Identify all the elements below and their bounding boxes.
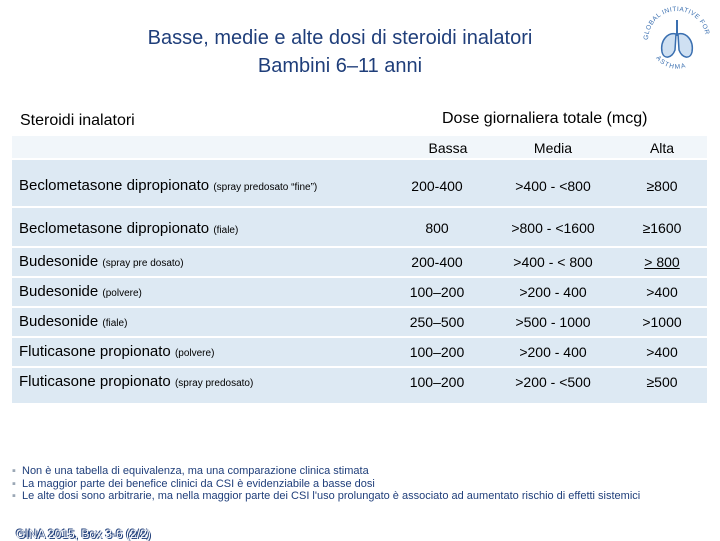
dose-medium: >400 - <800	[515, 178, 591, 194]
list-item: ▪ La maggior parte dei benefice clinici da CSI è evidenziabile a basse dosi	[12, 477, 375, 490]
slide-title	[40, 24, 640, 80]
footnotes	[12, 465, 707, 503]
table-row	[12, 278, 707, 306]
dose-high: >400	[646, 284, 678, 300]
bullet-icon: ▪	[12, 477, 16, 490]
dose-low: 100–200	[409, 344, 465, 360]
dose-high: ≥500	[646, 374, 678, 390]
dose-medium: >400 - < 800	[513, 254, 593, 270]
drug-name: Budesonide (polvere)	[19, 283, 142, 300]
dose-low: 100–200	[409, 284, 465, 300]
drug-form: (polvere)	[102, 288, 142, 299]
svg-text:ASTHMA	[654, 55, 687, 71]
table-row	[12, 368, 707, 403]
subheader-medium: Media	[533, 140, 573, 156]
dose-low: 800	[425, 220, 449, 236]
drug-name: Fluticasone propionato (spray predosato)	[19, 373, 254, 390]
header-daily-dose: Dose giornaliera totale (mcg)	[442, 110, 648, 127]
logo-top-text: GLOBAL INITIATIVE FOR	[642, 5, 711, 41]
logo-bottom-text: ASTHMA	[654, 54, 688, 71]
dose-table	[12, 100, 707, 403]
dose-low: 100–200	[409, 374, 465, 390]
dose-low: 250–500	[409, 314, 465, 330]
table-row	[12, 208, 707, 246]
drug-name: Budesonide (spray pre dosato)	[19, 253, 184, 270]
gina-logo	[638, 2, 716, 74]
bullet-icon: ▪	[12, 490, 16, 502]
dose-high: > 800	[644, 254, 680, 270]
table-row	[12, 248, 707, 276]
dose-medium: >200 - 400	[519, 284, 587, 300]
drug-form: (spray pre dosato)	[102, 258, 184, 269]
drug-name: Fluticasone propionato (polvere)	[19, 343, 215, 360]
dose-high: ≥1600	[642, 220, 682, 236]
header-steroids: Steroidi inalatori	[20, 112, 135, 129]
subheader-high: Alta	[649, 140, 675, 156]
list-item: ▪ Non è una tabella di equivalenza, ma una comparazione clinica stimata	[12, 465, 369, 477]
drug-name: Beclometasone dipropionato (spray predosato “fine”)	[19, 177, 318, 194]
dose-medium: >500 - 1000	[515, 314, 591, 330]
dose-medium: >200 - <500	[515, 374, 591, 390]
table-row	[12, 308, 707, 336]
drug-name: Budesonide (fiale)	[19, 313, 128, 330]
dose-low: 200-400	[411, 178, 463, 194]
table-row	[12, 338, 707, 366]
title-line-2: Bambini 6–11 anni	[257, 55, 423, 77]
dose-medium: >800 - <1600	[511, 220, 595, 236]
bullet-icon: ▪	[12, 465, 16, 477]
source-citation: GINA 2015, Box 3-6 (2/2)	[16, 527, 151, 541]
title-line-1: Basse, medie e alte dosi di steroidi inalatori	[147, 27, 533, 49]
drug-form: (spray predosato “fine”)	[213, 182, 318, 193]
dose-medium: >200 - 400	[519, 344, 587, 360]
drug-form: (polvere)	[174, 348, 215, 359]
drug-name: Beclometasone dipropionato (fiale)	[19, 220, 239, 237]
dose-high: >400	[646, 344, 678, 360]
drug-form: (spray predosato)	[174, 378, 254, 389]
dose-high: ≥800	[646, 178, 678, 194]
dose-high: >1000	[642, 314, 682, 330]
table-row	[12, 158, 707, 206]
drug-form: (fiale)	[102, 318, 128, 329]
lungs-icon	[662, 20, 693, 57]
list-item: ▪ Le alte dosi sono arbitrarie, ma nella maggior parte dei CSI l'uso prolungato è associato ad aumentato rischio di effetti sistemici	[12, 490, 641, 502]
subheader-low: Bassa	[428, 140, 468, 156]
drug-form: (fiale)	[213, 225, 239, 236]
dose-low: 200-400	[411, 254, 463, 270]
